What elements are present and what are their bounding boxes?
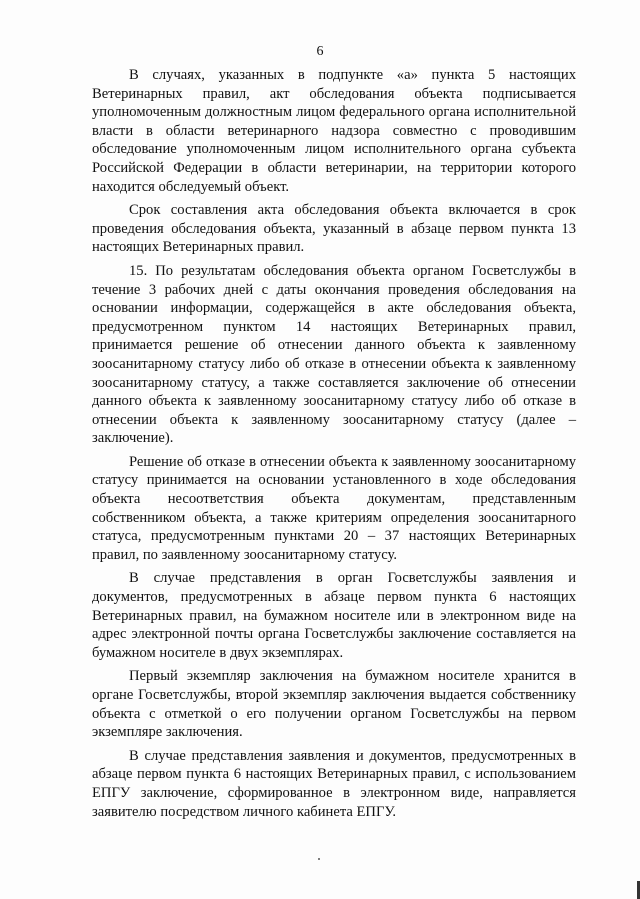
paragraph-paper-conclusion: В случае представления в орган Госветслужбы заявления и документов, предусмотренных в абзаце первом пункта 6 настоящих Ветеринарных правил, на бумажном носителе или в электронном виде на адрес электронной почты органа Госветслужбы заключение составляется на бумажном носителе в двух экземплярах. — [92, 570, 576, 661]
paragraph-refusal-decision: Решение об отказе в отнесении объекта к заявленному зоосанитарному статусу принимается на основании установленного в ходе обследования объекта несоответствия объекта документам, представленным собственником объекта, а также критериям определения зоосанитарного статуса, предусмотренным пунктами 20 – 37 настоящих Ветеринарных правил, по заявленному зоосанитарному статусу. — [92, 453, 576, 563]
paragraph-item-15: 15. По результатам обследования объекта органом Госветслужбы в течение 3 рабочих дней с даты окончания проведения обследования на основании информации, содержащейся в акте обследования объекта, предусмотренном пунктом 14 настоящих Ветеринарных правил, принимается решение об отнесении данного объекта к заявленному зоосанитарному статусу либо об отказе в отнесении объекта к заявленному зоосанитарному статусу, а также составляется заключение об отнесении данного объекта к заявленному зоосанитарному статусу либо об отказе в отнесении объекта к заявленному зоосанитарному статусу (далее – заключение). — [92, 262, 576, 447]
paragraph-act-term: Срок составления акта обследования объекта включается в срок проведения обследования объекта, указанный в абзаце первом пункта 13 настоящих Ветеринарных правил. — [92, 202, 576, 256]
page-number: 6 — [316, 44, 324, 59]
paragraph-act-signing: В случаях, указанных в подпункте «а» пункта 5 настоящих Ветеринарных правил, акт обследования объекта подписывается уполномоченным должностным лицом федерального органа исполнительной власти в области ветеринарного надзора совместно с проводившим обследование уполномоченным лицом исполнительного органа субъекта Российской Федерации в области ветеринарии, на территории которого находится обследуемый объект. — [92, 67, 576, 195]
scan-speck — [318, 858, 320, 860]
document-body — [92, 66, 576, 826]
paragraph-epgu-conclusion: В случае представления заявления и документов, предусмотренных в абзаце первом пункта 6 настоящих Ветеринарных правил, с использованием ЕПГУ заключение, сформированное в электронном виде, направляется заявителю посредством личного кабинета ЕПГУ. — [92, 747, 576, 820]
paragraph-first-copy: Первый экземпляр заключения на бумажном носителе хранится в органе Госветслужбы, второй экземпляр заключения выдается собственнику объекта с отметкой о его получении органом Госветслужбы на первом экземпляре заключения. — [92, 668, 576, 741]
